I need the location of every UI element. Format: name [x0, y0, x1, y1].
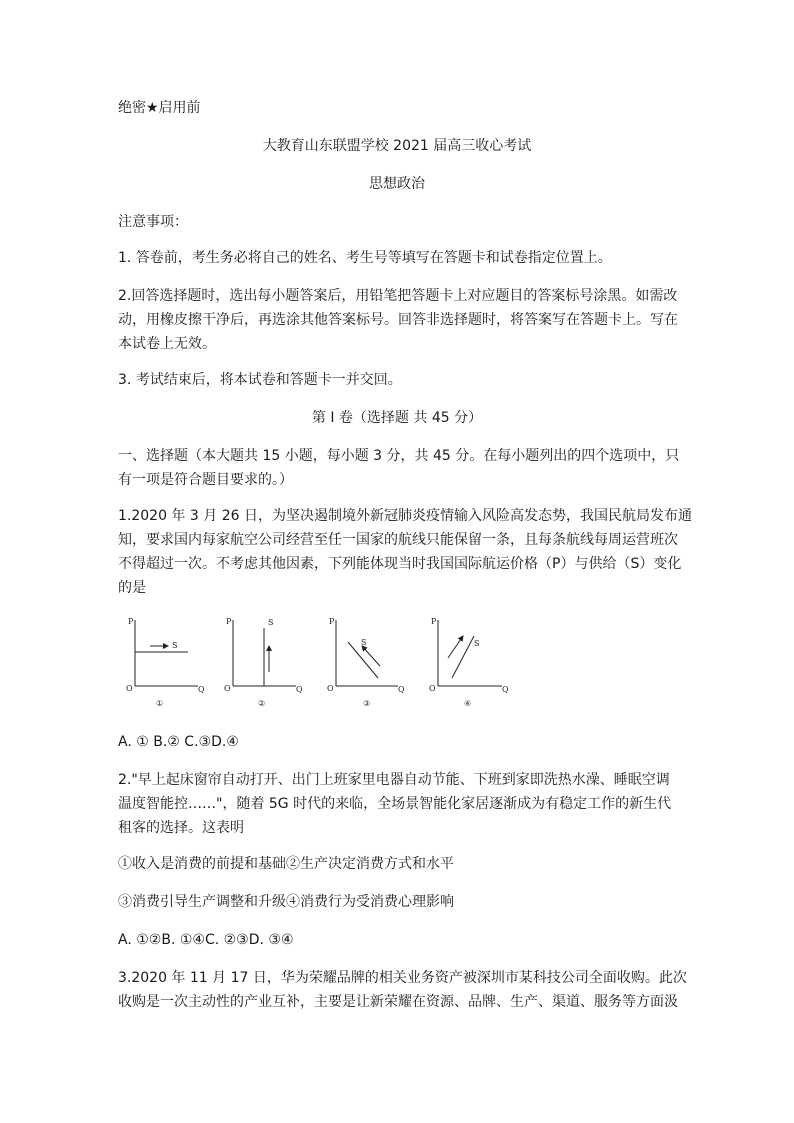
question-1-graphs: [118, 612, 513, 712]
graph-number: ①: [156, 699, 164, 708]
supply-label: S: [474, 639, 480, 648]
question-3-line: 收购是一次主动性的产业互补，主要是让新荣耀在资源、品牌、生产、渠道、服务等方面汲: [118, 994, 678, 1010]
graph-1: [126, 617, 205, 708]
axis-p-label: P: [431, 617, 437, 626]
graph-number: ③: [363, 699, 371, 708]
question-2-choices-1: ①收入是消费的前提和基础②生产决定消费方式和水平: [118, 856, 454, 872]
question-2-stem: [118, 768, 678, 840]
question-1-line: 的是: [118, 580, 146, 596]
notes-heading: 注意事项：: [118, 214, 188, 230]
origin-label: O: [327, 684, 334, 693]
origin-label: O: [126, 684, 133, 693]
note-item-1: 1. 答卷前，考生务必将自己的姓名、考生号等填写在答题卡和试卷指定位置上。: [118, 250, 612, 266]
note-item-2-line: 本试卷上无效。: [118, 336, 216, 352]
graph-number: ②: [258, 699, 266, 708]
confidential-mark: 绝密★启用前: [118, 100, 201, 116]
question-1-options: A. ① B.② C.③D.④: [118, 734, 239, 750]
axis-p-label: P: [226, 617, 232, 626]
question-2-line: 租客的选择。这表明: [118, 820, 244, 836]
question-1-line: 不得超过一次。不考虑其他因素，下列能体现当时我国国际航运价格（P）与供给（S）变化: [118, 556, 682, 572]
question-3-line: 3.2020 年 11 月 17 日，华为荣耀品牌的相关业务资产被深圳市某科技公司全面收购。此次: [118, 970, 687, 986]
supply-label: S: [268, 618, 274, 627]
question-2-line: 温度智能控……"，随着 5G 时代的来临，全场景智能化家居逐渐成为有稳定工作的新生代: [118, 796, 672, 812]
question-1-line: 1.2020 年 3 月 26 日，为坚决遏制境外新冠肺炎疫情输入风险高发态势，我国民航局发布通: [118, 508, 692, 524]
question-2-line: 2."早上起床窗帘自动打开、出门上班家里电器自动节能、下班到家即洗热水澡、睡眠空调: [118, 772, 670, 788]
question-2-choices-2: ③消费引导生产调整和升级④消费行为受消费心理影响: [118, 894, 454, 910]
section-intro: [118, 444, 678, 492]
axis-q-label: Q: [398, 685, 405, 694]
supply-label: S: [361, 638, 367, 647]
note-item-2: [118, 284, 678, 356]
arrow-icon: [362, 646, 380, 666]
origin-label: O: [429, 684, 436, 693]
graph-2: [224, 617, 303, 708]
graph-3: [327, 617, 405, 708]
question-2-options: A. ①②B. ①④C. ②③D. ③④: [118, 932, 294, 948]
question-3-stem: [118, 966, 687, 1014]
arrow-icon: [448, 636, 463, 658]
note-item-3: 3. 考试结束后，将本试卷和答题卡一并交回。: [118, 372, 402, 388]
graph-4: [429, 617, 509, 708]
note-item-2-line: 动，用橡皮擦干净后，再选涂其他答案标号。回答非选择题时，将答案写在答题卡上。写在: [118, 312, 678, 328]
supply-line: [452, 636, 474, 678]
axis-q-label: Q: [198, 685, 205, 694]
axis-q-label: Q: [502, 685, 509, 694]
supply-label: S: [172, 641, 178, 650]
origin-label: O: [224, 684, 231, 693]
section-intro-line: 有一项是符合题目要求的。）: [118, 472, 293, 488]
question-1-stem: [118, 504, 692, 600]
axis-q-label: Q: [296, 685, 303, 694]
axis-p-label: P: [329, 617, 335, 626]
exam-title: 大教育山东联盟学校 2021 届高三收心考试: [262, 138, 532, 154]
question-1-line: 知，要求国内每家航空公司经营至任一国家的航线只能保留一条，且每条航线每周运营班次: [118, 532, 678, 548]
axis-p-label: P: [128, 617, 134, 626]
subject-title: 思想政治: [369, 176, 425, 192]
graph-number: ④: [464, 699, 472, 708]
note-item-2-line: 2.回答选择题时，选出每小题答案后，用铅笔把答题卡上对应题目的答案标号涂黑。如需改: [118, 288, 678, 304]
section-intro-line: 一、选择题（本大题共 15 小题，每小题 3 分，共 45 分。在每小题列出的四个选项中，只: [118, 448, 680, 464]
section-title: 第 I 卷（选择题 共 45 分）: [311, 410, 483, 426]
